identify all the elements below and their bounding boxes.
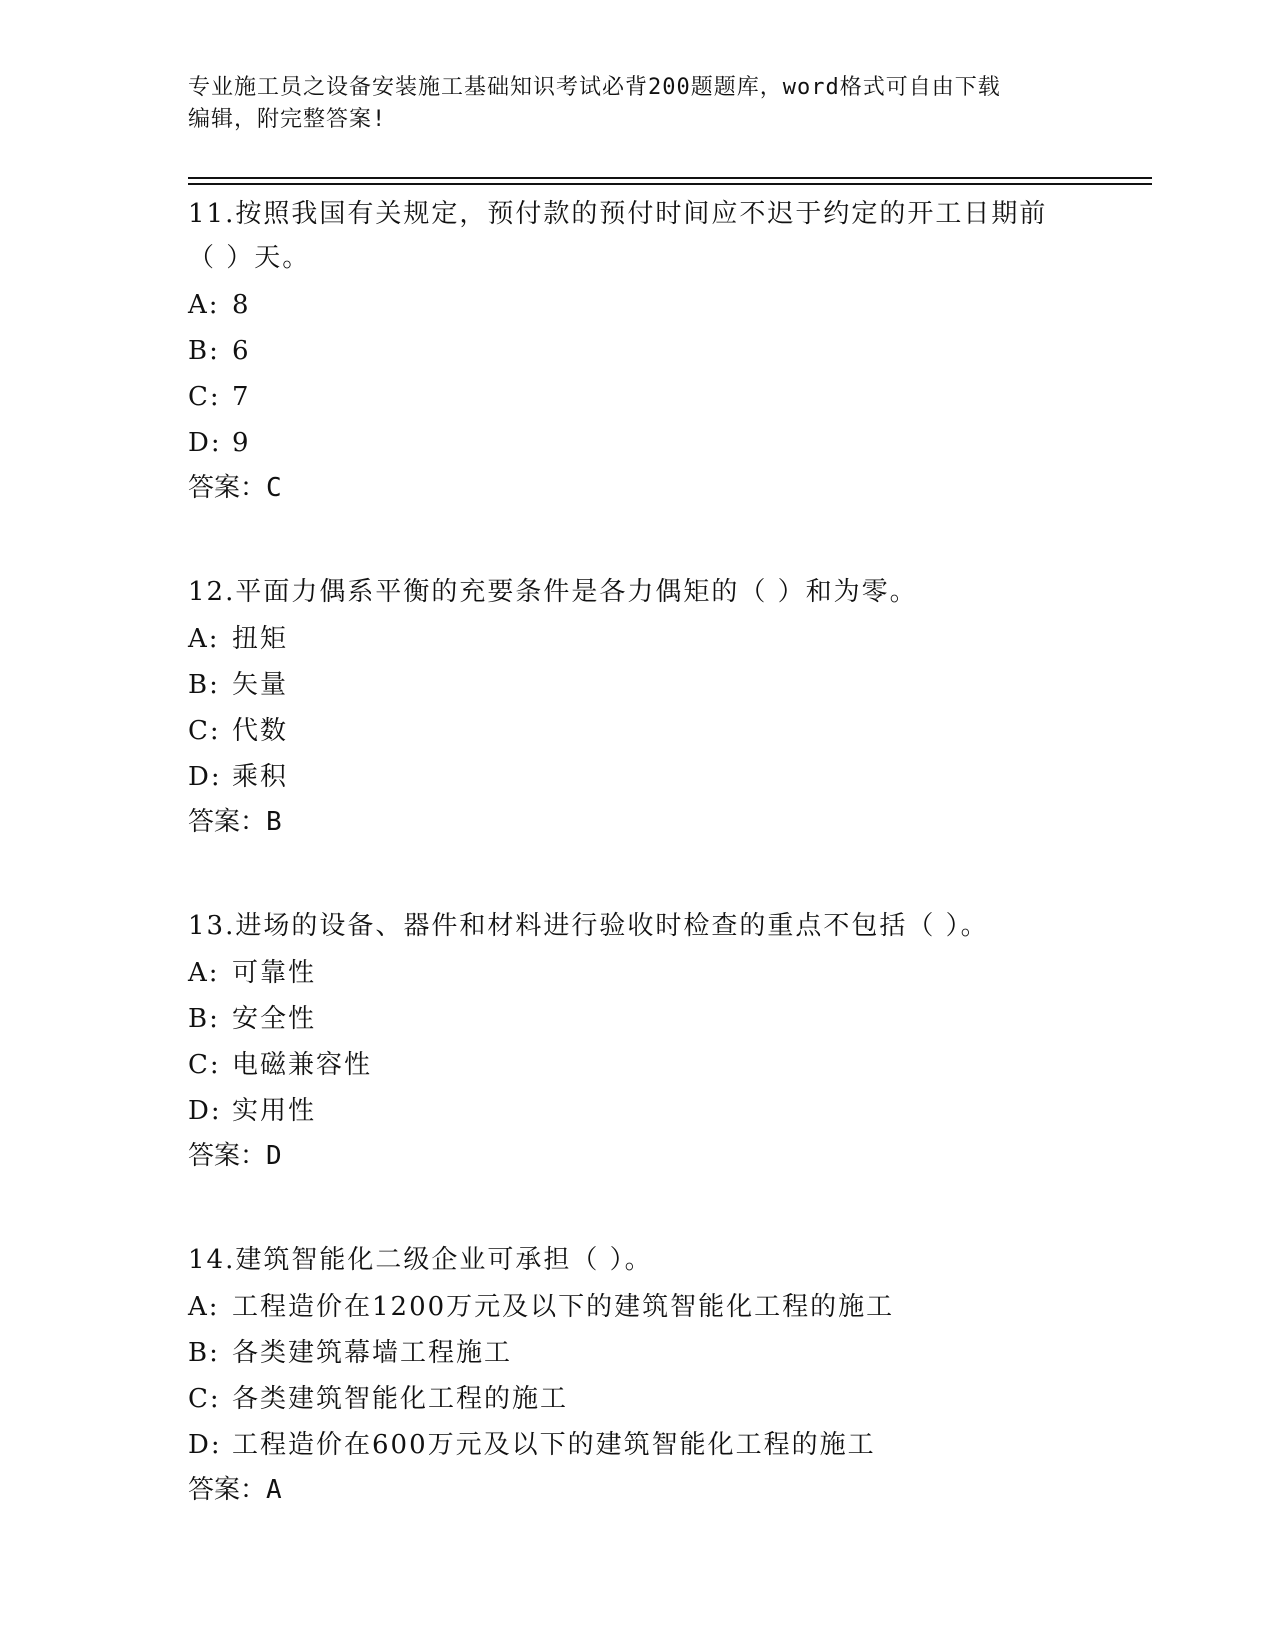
question-stem-line: 13.进场的设备、器件和材料进行验收时检查的重点不包括（ ）。 [188,911,989,941]
option-letter: B: [188,336,220,366]
question-stem [188,1236,1088,1282]
option-b [188,996,1088,1042]
document-header [188,72,1088,136]
answer-line: 答案：D [188,1141,282,1171]
option-letter: D: [188,762,222,792]
option-text: 6 [232,336,251,366]
question-12 [188,568,1088,844]
question-14 [188,1236,1088,1512]
header-line-2: 编辑，附完整答案! [188,107,387,132]
question-stem-line: 11.按照我国有关规定，预付款的预付时间应不迟于约定的开工日期前 [188,199,1048,229]
option-text: 乘积 [232,762,289,792]
option-b [188,662,1088,708]
option-letter: A: [188,290,220,320]
question-list [188,190,1088,1570]
option-a [188,950,1088,996]
option-text: 8 [232,290,251,320]
option-text: 矢量 [232,670,289,700]
option-text: 扭矩 [232,624,289,654]
answer-line: 答案：B [188,807,282,837]
option-letter: D: [188,1096,222,1126]
header-rule-bottom [188,183,1152,185]
option-text: 9 [232,428,251,458]
option-letter: D: [188,428,222,458]
option-c [188,374,1088,420]
option-letter: A: [188,958,220,988]
question-stem-line: 12.平面力偶系平衡的充要条件是各力偶矩的（ ）和为零。 [188,577,918,607]
option-b [188,1330,1088,1376]
question-11 [188,190,1088,510]
option-text: 电磁兼容性 [232,1050,373,1080]
question-stem-line: （ ）天。 [188,243,311,273]
option-text: 工程造价在600万元及以下的建筑智能化工程的施工 [232,1430,876,1460]
option-c [188,1042,1088,1088]
option-text: 可靠性 [232,958,317,988]
option-d [188,1422,1088,1468]
question-stem [188,902,1088,948]
header-rule-top [188,177,1152,179]
question-13 [188,902,1088,1178]
question-stem-line: 14.建筑智能化二级企业可承担（ ）。 [188,1245,653,1275]
option-letter: C: [188,382,221,412]
option-text: 各类建筑幕墙工程施工 [232,1338,513,1368]
option-text: 7 [232,382,251,412]
answer-line: 答案：A [188,1475,282,1505]
option-text: 工程造价在1200万元及以下的建筑智能化工程的施工 [232,1292,895,1322]
option-b [188,328,1088,374]
option-letter: D: [188,1430,222,1460]
option-letter: C: [188,1384,221,1414]
option-letter: C: [188,1050,221,1080]
answer-line: 答案：C [188,473,282,503]
option-text: 实用性 [232,1096,317,1126]
option-a [188,1284,1088,1330]
option-text: 代数 [232,716,289,746]
option-a [188,616,1088,662]
question-stem [188,568,1088,614]
option-d [188,420,1088,466]
option-letter: A: [188,1292,220,1322]
option-d [188,754,1088,800]
header-line-1: 专业施工员之设备安装施工基础知识考试必背200题题库，word格式可自由下载 [188,75,1001,100]
question-stem [188,190,1088,280]
option-letter: B: [188,670,220,700]
option-d [188,1088,1088,1134]
option-letter: B: [188,1004,220,1034]
option-text: 安全性 [232,1004,317,1034]
option-letter: A: [188,624,220,654]
option-c [188,1376,1088,1422]
option-text: 各类建筑智能化工程的施工 [232,1384,569,1414]
option-c [188,708,1088,754]
option-letter: C: [188,716,221,746]
option-a [188,282,1088,328]
option-letter: B: [188,1338,220,1368]
